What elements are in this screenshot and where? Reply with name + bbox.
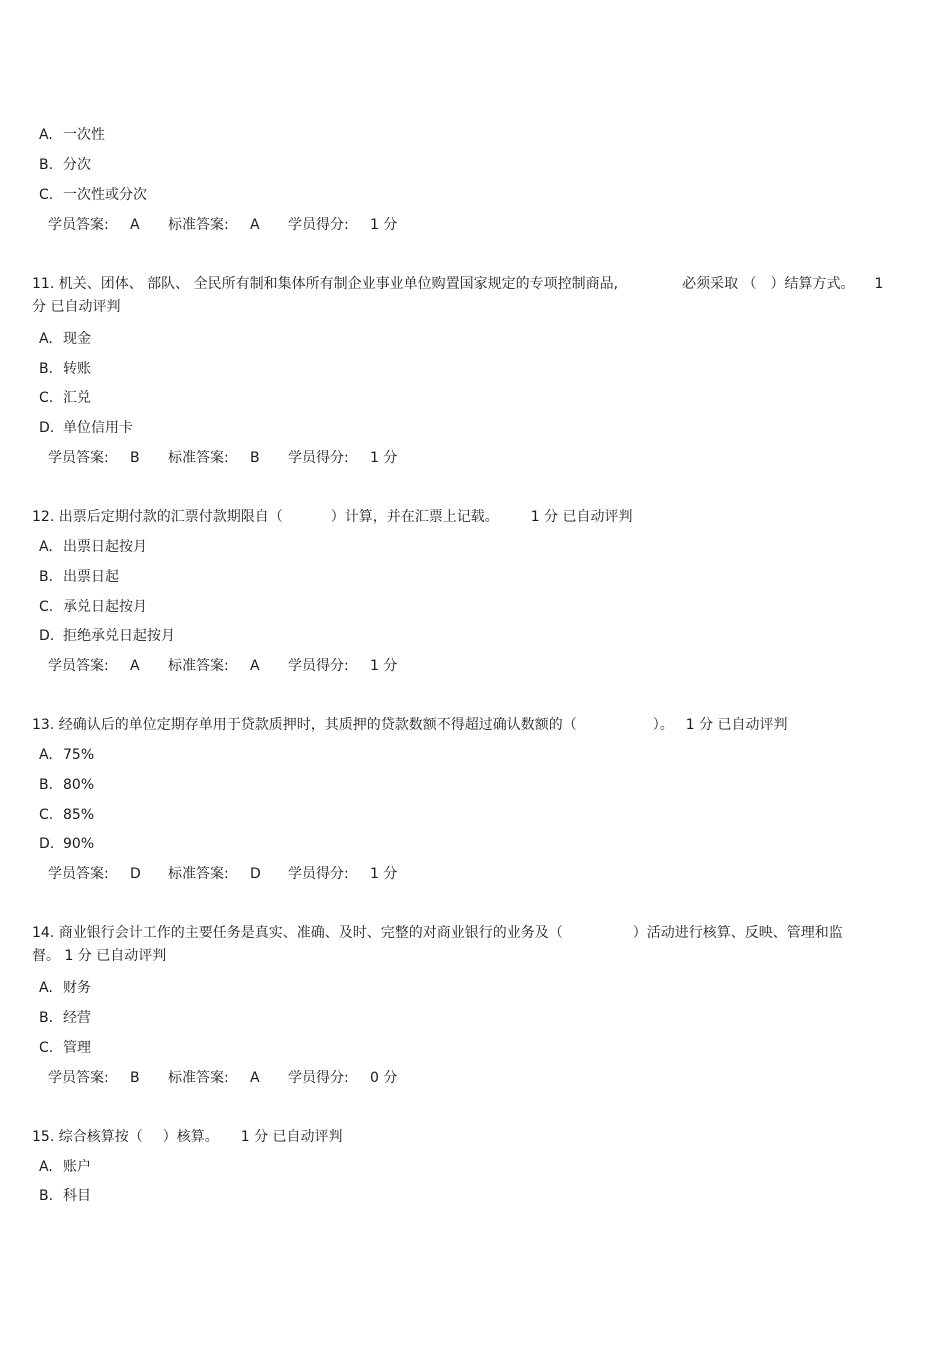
option-letter: B. <box>39 569 54 585</box>
q12-option-d <box>39 626 175 646</box>
q11-question-line2 <box>32 297 120 317</box>
student-answer-value: B <box>130 1070 140 1086</box>
q10-option-b <box>39 155 91 175</box>
standard-answer-label: 标准答案: <box>168 450 229 466</box>
option-letter: C. <box>39 390 54 406</box>
standard-answer-value: A <box>250 1070 260 1086</box>
option-text: 现金 <box>63 331 91 347</box>
q11-option-c <box>39 388 91 408</box>
student-score-label: 学员得分: <box>288 450 349 466</box>
option-letter: A. <box>39 980 53 996</box>
student-score-value: 1 分 <box>370 658 398 674</box>
option-text: 账户 <box>63 1159 91 1175</box>
option-text: 80% <box>63 777 95 793</box>
option-letter: B. <box>39 1010 54 1026</box>
option-text: 汇兑 <box>63 390 91 406</box>
q15-question-line1 <box>32 1127 343 1147</box>
standard-answer-value: D <box>250 866 261 882</box>
option-letter: D. <box>39 628 55 644</box>
option-text: 转账 <box>63 361 91 377</box>
question-status: 督。 1 分 已自动评判 <box>32 948 167 964</box>
option-text: 承兑日起按月 <box>63 599 147 615</box>
question-text-cont: ）活动进行核算、反映、管理和监 <box>632 925 843 941</box>
q11-result <box>48 448 397 468</box>
student-answer-value: A <box>130 217 140 233</box>
standard-answer-value: A <box>250 217 260 233</box>
option-letter: B. <box>39 777 54 793</box>
q13-option-a <box>39 745 94 765</box>
q10-option-c <box>39 185 147 205</box>
question-points-status: 1 分 已自动评判 <box>685 717 788 733</box>
student-answer-label: 学员答案: <box>48 658 109 674</box>
option-letter: B. <box>39 157 54 173</box>
option-text: 科目 <box>63 1188 91 1204</box>
option-text: 85% <box>63 807 95 823</box>
q12-result <box>48 656 397 676</box>
option-text: 90% <box>63 836 95 852</box>
option-text: 财务 <box>63 980 91 996</box>
question-text-cont: ）计算，并在汇票上记载。 <box>330 509 499 525</box>
student-answer-label: 学员答案: <box>48 450 109 466</box>
option-letter: A. <box>39 1159 53 1175</box>
q10-result <box>48 215 397 235</box>
q11-option-b <box>39 359 91 379</box>
option-text: 分次 <box>63 157 91 173</box>
option-letter: A. <box>39 539 53 555</box>
question-text-cont: 必须采取 （ ）结算方式。 <box>682 276 855 292</box>
q15-option-b <box>39 1186 91 1206</box>
q11-option-d <box>39 418 133 438</box>
option-text: 75% <box>63 747 95 763</box>
option-text: 出票日起 <box>63 569 119 585</box>
question-text-cont: ）核算。 <box>162 1129 219 1145</box>
option-letter: C. <box>39 599 54 615</box>
q14-question-line2 <box>32 946 166 966</box>
q14-option-c <box>39 1038 91 1058</box>
option-text: 单位信用卡 <box>63 420 133 436</box>
student-score-value: 1 分 <box>370 217 398 233</box>
standard-answer-label: 标准答案: <box>168 1070 229 1086</box>
q14-question-line1 <box>32 923 843 943</box>
standard-answer-label: 标准答案: <box>168 217 229 233</box>
student-score-label: 学员得分: <box>288 217 349 233</box>
option-text: 管理 <box>63 1040 91 1056</box>
question-points-status: 1 分 已自动评判 <box>240 1129 343 1145</box>
option-letter: C. <box>39 807 54 823</box>
question-text: 12. 出票后定期付款的汇票付款期限自（ <box>32 509 283 525</box>
option-letter: B. <box>39 361 54 377</box>
question-text: 14. 商业银行会计工作的主要任务是真实、准确、及时、完整的对商业银行的业务及（ <box>32 925 563 941</box>
q12-option-c <box>39 597 147 617</box>
standard-answer-label: 标准答案: <box>168 866 229 882</box>
q12-option-a <box>39 537 147 557</box>
student-score-value: 1 分 <box>370 866 398 882</box>
student-answer-value: D <box>130 866 141 882</box>
student-score-label: 学员得分: <box>288 1070 349 1086</box>
q10-option-a <box>39 125 105 145</box>
student-score-label: 学员得分: <box>288 866 349 882</box>
option-text: 出票日起按月 <box>63 539 147 555</box>
standard-answer-label: 标准答案: <box>168 658 229 674</box>
option-text: 一次性或分次 <box>63 187 147 203</box>
q14-option-a <box>39 978 91 998</box>
student-score-label: 学员得分: <box>288 658 349 674</box>
standard-answer-value: B <box>250 450 260 466</box>
question-points: 1 <box>874 276 884 292</box>
option-letter: A. <box>39 747 53 763</box>
question-text: 15. 综合核算按（ <box>32 1129 143 1145</box>
option-letter: D. <box>39 836 55 852</box>
q11-question-line1 <box>32 274 883 294</box>
standard-answer-value: A <box>250 658 260 674</box>
q13-option-d <box>39 834 94 854</box>
student-score-value: 1 分 <box>370 450 398 466</box>
option-letter: B. <box>39 1188 54 1204</box>
q13-option-c <box>39 805 94 825</box>
student-answer-value: B <box>130 450 140 466</box>
option-letter: C. <box>39 187 54 203</box>
q12-question-line1 <box>32 507 633 527</box>
option-letter: A. <box>39 127 53 143</box>
question-text-cont: ）。 <box>652 717 674 733</box>
q13-question-line1 <box>32 715 788 735</box>
option-letter: D. <box>39 420 55 436</box>
option-text: 拒绝承兑日起按月 <box>63 628 175 644</box>
q13-result <box>48 864 397 884</box>
option-text: 一次性 <box>63 127 105 143</box>
student-score-value: 0 分 <box>370 1070 398 1086</box>
student-answer-label: 学员答案: <box>48 217 109 233</box>
q14-option-b <box>39 1008 91 1028</box>
q12-option-b <box>39 567 119 587</box>
student-answer-value: A <box>130 658 140 674</box>
question-text: 11. 机关、团体、 部队、 全民所有制和集体所有制企业事业单位购置国家规定的专项控制商品, <box>32 276 619 292</box>
student-answer-label: 学员答案: <box>48 1070 109 1086</box>
option-letter: C. <box>39 1040 54 1056</box>
question-points-status: 1 分 已自动评判 <box>530 509 633 525</box>
question-status: 分 已自动评判 <box>32 299 121 315</box>
q14-result <box>48 1068 397 1088</box>
option-text: 经营 <box>63 1010 91 1026</box>
q13-option-b <box>39 775 94 795</box>
question-text: 13. 经确认后的单位定期存单用于贷款质押时，其质押的贷款数额不得超过确认数额的（ <box>32 717 577 733</box>
q11-option-a <box>39 329 91 349</box>
q15-option-a <box>39 1157 91 1177</box>
student-answer-label: 学员答案: <box>48 866 109 882</box>
option-letter: A. <box>39 331 53 347</box>
